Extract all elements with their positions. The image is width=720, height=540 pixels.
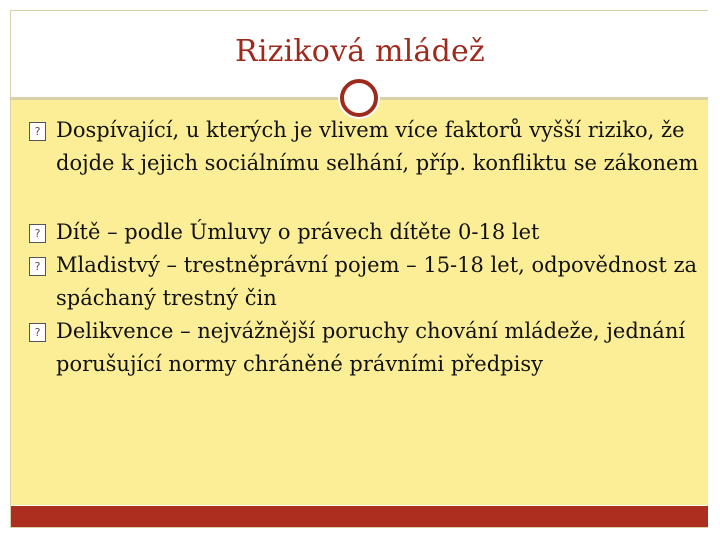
bullet-icon: ?: [29, 224, 46, 243]
bullet-text: Delikvence – nejvážnější poruchy chování mládeže, jednání porušující normy chráněné právními předpisy: [56, 319, 686, 376]
bullet-text: Dítě – podle Úmluvy o právech dítěte 0-18 let: [56, 220, 540, 244]
bullet-item: [29, 315, 699, 381]
bullet-item: [29, 216, 699, 249]
bullet-icon: ?: [29, 323, 46, 342]
footer-bar: [11, 506, 708, 527]
bullet-text: Mladistvý – trestněprávní pojem – 15-18 let, odpovědnost za spáchaný trestný čin: [56, 253, 698, 310]
bullet-icon: ?: [29, 257, 46, 276]
bullet-item: [29, 249, 699, 315]
bullet-icon: ?: [29, 122, 46, 141]
bullet-text: Dospívající, u kterých je vlivem více faktorů vyšší riziko, že dojde k jejich sociálnímu selhání, příp. konfliktu se zákonem: [56, 118, 699, 175]
bullet-list: [29, 114, 699, 381]
circle-ornament-icon: [340, 79, 378, 117]
slide-title: Riziková mládež: [235, 34, 485, 69]
bullet-item: [29, 114, 699, 180]
